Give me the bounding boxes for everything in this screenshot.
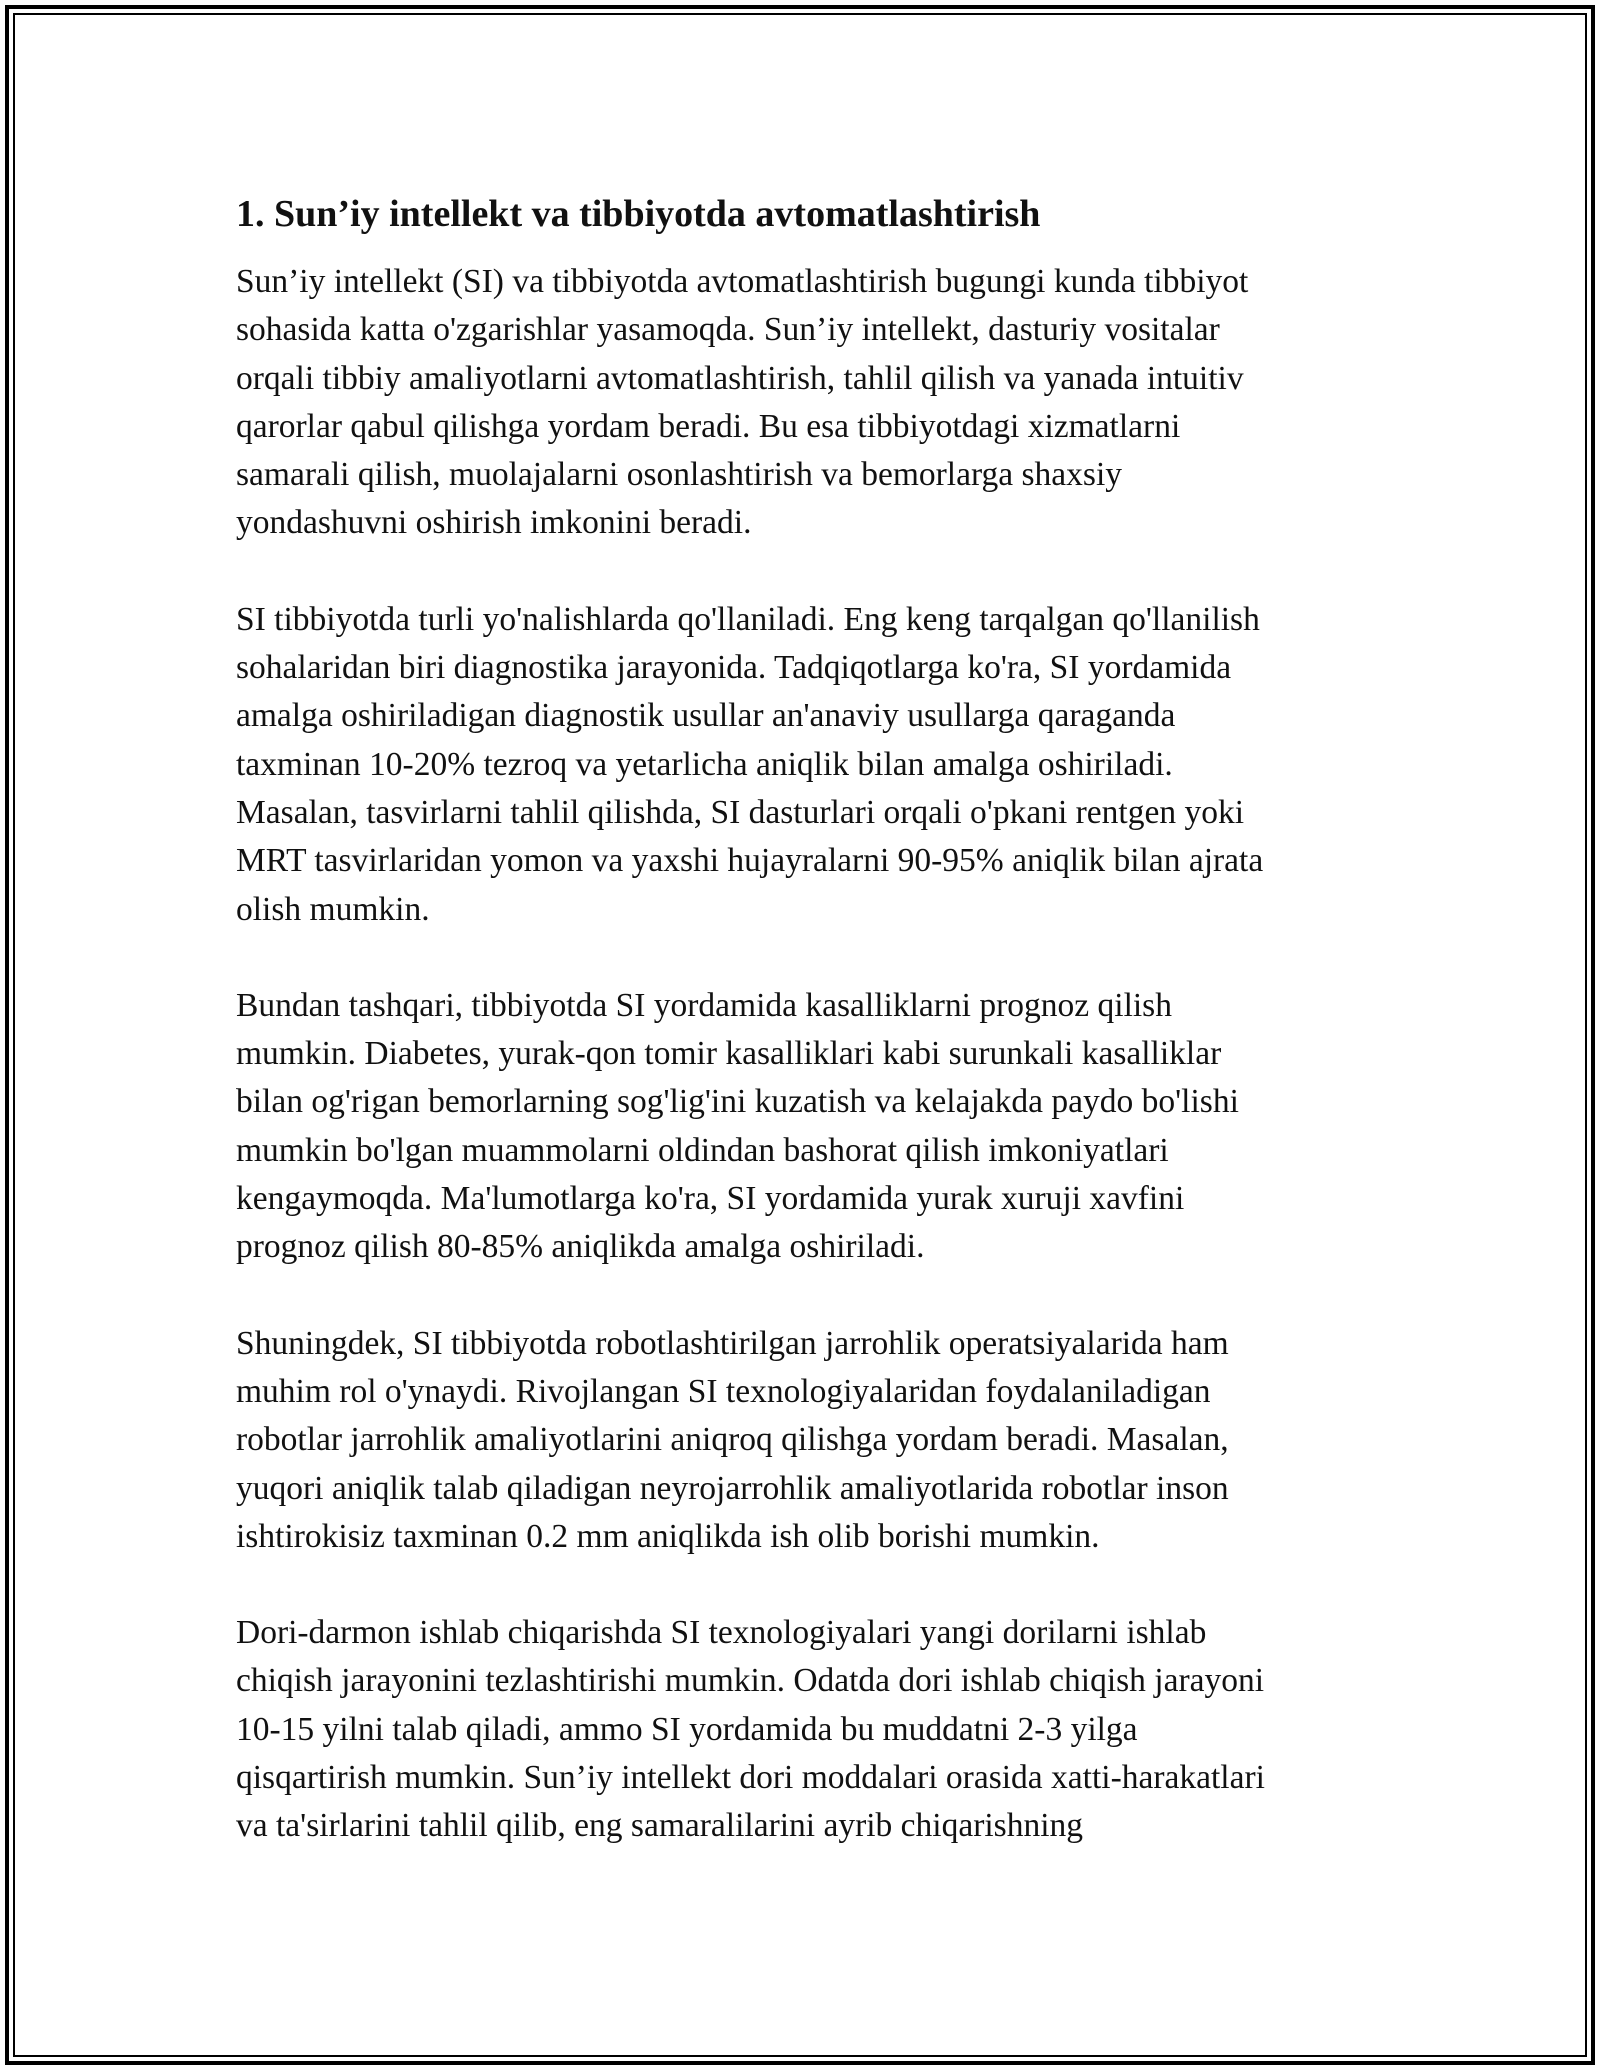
paragraph-2 [236,596,1376,934]
text-line: mumkin bo'lgan muammolarni oldindan bashorat qilish imkoniyatlari [236,1131,1169,1169]
section-heading: 1. Sun’iy intellekt va tibbiyotda avtomatlashtirish [236,193,1041,235]
text-line: mumkin. Diabetes, yurak-qon tomir kasalliklari kabi surunkali kasalliklar [236,1035,1222,1073]
text-line: chiqish jarayonini tezlashtirishi mumkin. Odatda dori ishlab chiqish jarayoni [236,1662,1265,1700]
paragraph-4 [236,1320,1376,1561]
text-line: orqali tibbiy amaliyotlarni avtomatlashtirish, tahlil qilish va yanada intuitiv [236,359,1244,397]
text-line: Dori-darmon ishlab chiqarishda SI texnologiyalari yangi dorilarni ishlab [236,1614,1207,1652]
paragraph-3 [236,982,1376,1272]
text-line: va ta'sirlarini tahlil qilib, eng samaralilarini ayrib chiqarishning [236,1807,1084,1845]
text-line: yuqori aniqlik talab qiladigan neyrojarrohlik amaliyotlarida robotlar inson [236,1469,1229,1507]
text-line: kengaymoqda. Ma'lumotlarga ko'ra, SI yordamida yurak xuruji xavfini [236,1180,1185,1218]
text-line: prognoz qilish 80-85% aniqlikda amalga oshiriladi. [236,1228,925,1266]
paragraph-1 [236,258,1376,548]
text-line: sohalaridan biri diagnostika jarayonida. Tadqiqotlarga ko'ra, SI yordamida [236,649,1232,687]
text-line: Bundan tashqari, tibbiyotda SI yordamida kasalliklarni prognoz qilish [236,986,1172,1024]
text-line: MRT tasvirlaridan yomon va yaxshi hujayralarni 90-95% aniqlik bilan ajrata [236,842,1264,880]
text-line: ishtirokisiz taxminan 0.2 mm aniqlikda ish olib borishi mumkin. [236,1517,1100,1555]
text-line: taxminan 10-20% tezroq va yetarlicha aniqlik bilan amalga oshiriladi. [236,745,1173,783]
paragraph-5 [236,1609,1376,1850]
text-line: amalga oshiriladigan diagnostik usullar an'anaviy usullarga qaraganda [236,697,1176,735]
text-line: qisqartirish mumkin. Sun’iy intellekt dori moddalari orasida xatti-harakatlari [236,1759,1265,1797]
text-line: bilan og'rigan bemorlarning sog'lig'ini kuzatish va kelajakda paydo bo'lishi [236,1083,1239,1121]
text-line: robotlar jarrohlik amaliyotlarini aniqroq qilishga yordam beradi. Masalan, [236,1421,1229,1459]
text-line: olish mumkin. [236,890,430,928]
text-line: qarorlar qabul qilishga yordam beradi. Bu esa tibbiyotdagi xizmatlarni [236,407,1181,445]
text-line: sohasida katta o'zgarishlar yasamoqda. Sun’iy intellekt, dasturiy vositalar [236,311,1220,349]
text-line: Sun’iy intellekt (SI) va tibbiyotda avtomatlashtirish bugungi kunda tibbiyot [236,263,1249,300]
text-line: SI tibbiyotda turli yo'nalishlarda qo'llaniladi. Eng keng tarqalgan qo'llanilish [236,600,1260,638]
text-line: Shuningdek, SI tibbiyotda robotlashtirilgan jarrohlik operatsiyalarida ham [236,1324,1229,1362]
text-line: 10-15 yilni talab qiladi, ammo SI yordamida bu muddatni 2-3 yilga [236,1710,1138,1748]
text-line: samarali qilish, muolajalarni osonlashtirish va bemorlarga shaxsiy [236,456,1123,494]
text-line: Masalan, tasvirlarni tahlil qilishda, SI dasturlari orqali o'pkani rentgen yoki [236,793,1245,831]
text-line: muhim rol o'ynaydi. Rivojlangan SI texnologiyalaridan foydalaniladigan [236,1372,1211,1410]
text-line: yondashuvni oshirish imkonini beradi. [236,504,752,542]
document-body [236,186,1376,1851]
